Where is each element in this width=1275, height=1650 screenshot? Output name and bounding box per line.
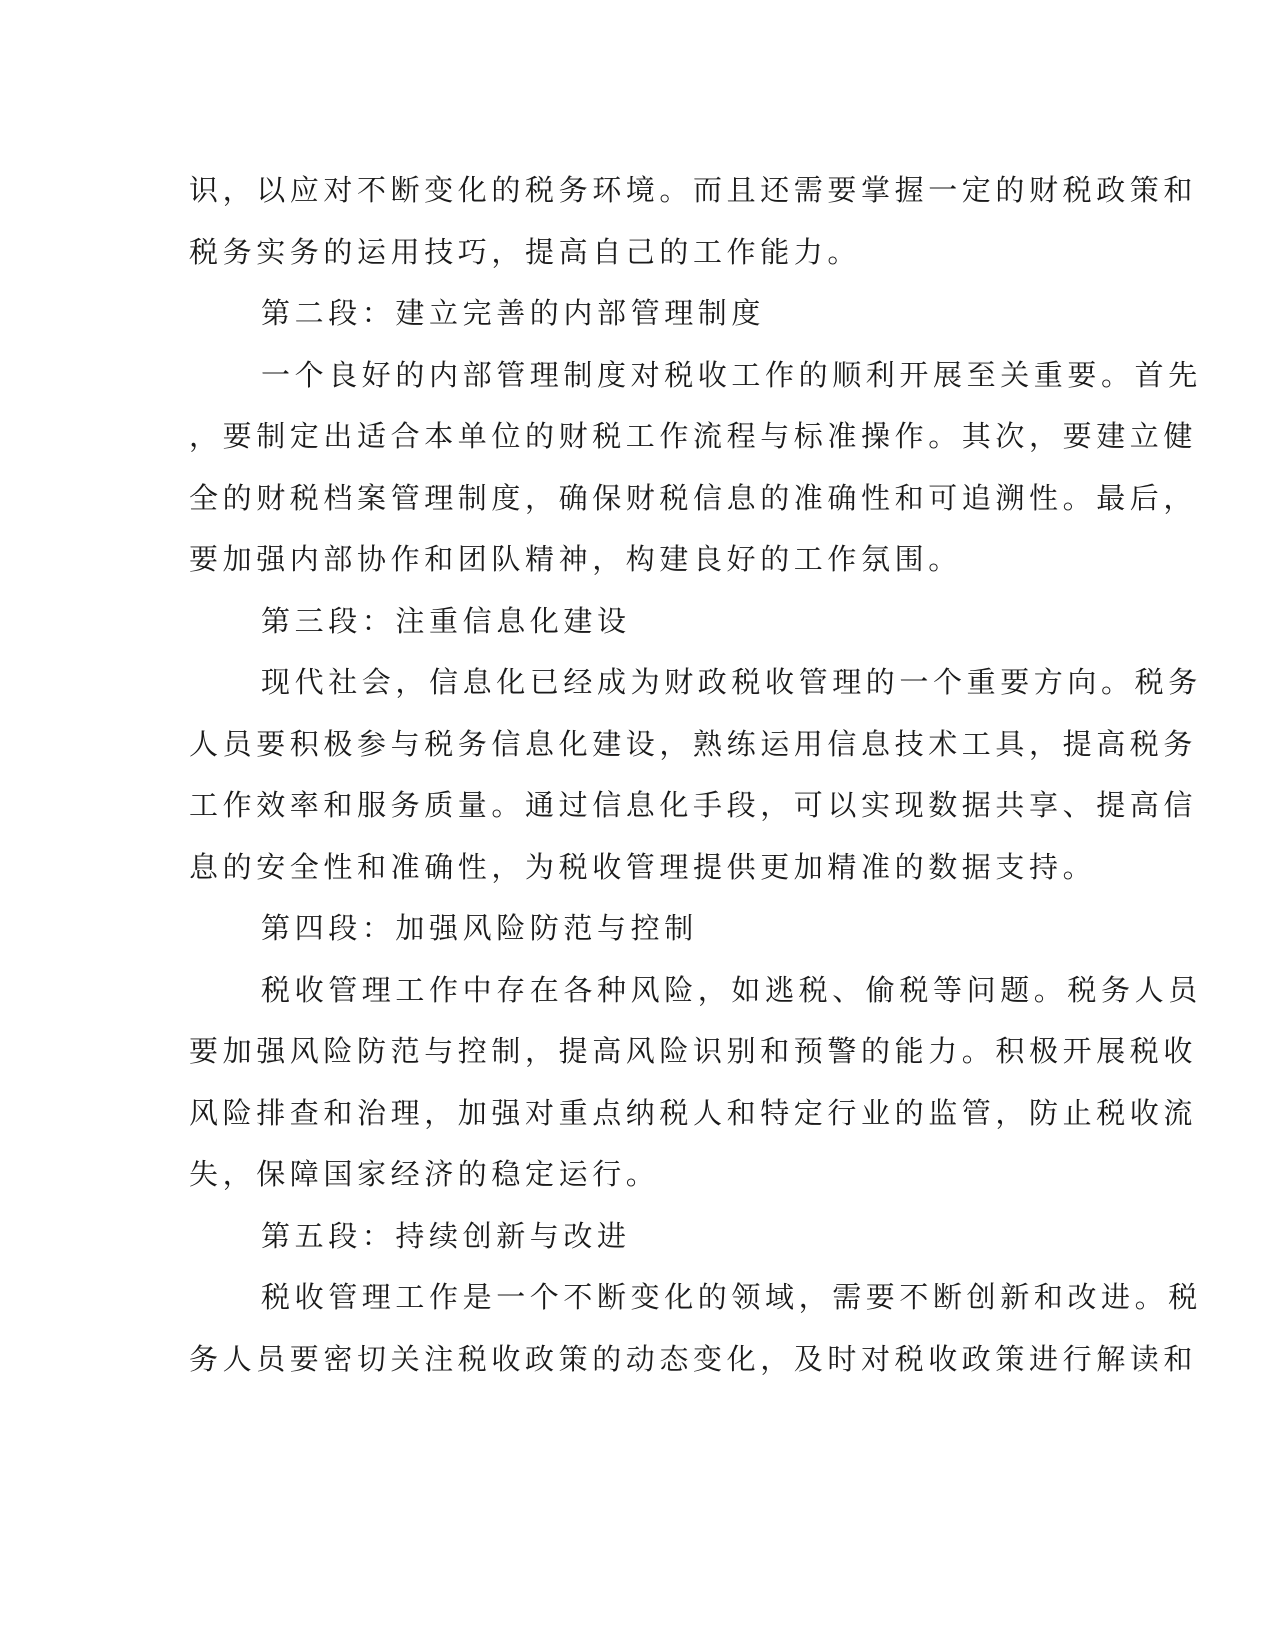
text-line: 要加强内部协作和团队精神，构建良好的工作氛围。: [189, 542, 962, 576]
text-line: 风险排查和治理，加强对重点纳税人和特定行业的监管，防止税收流: [189, 1095, 1198, 1130]
paragraph-first-line: 现代社会，信息化已经成为财政税收管理的一个重要方向。税务: [261, 665, 1202, 699]
document-body: [189, 160, 1202, 1390]
text-line: 工作效率和服务质量。通过信息化手段，可以实现数据共享、提高信: [189, 788, 1198, 822]
text-line: 人员要积极参与税务信息化建设，熟练运用信息技术工具，提高税务: [189, 726, 1198, 761]
text-line: 失，保障国家经济的稳定运行。: [189, 1157, 660, 1191]
paragraph-first-line: 税收管理工作中存在各种风险，如逃税、偷税等问题。税务人员: [261, 972, 1202, 1007]
section-heading: 第五段：持续创新与改进: [261, 1218, 631, 1253]
text-line: ，要制定出适合本单位的财税工作流程与标准操作。其次，要建立健: [189, 419, 1198, 453]
text-line: 全的财税档案管理制度，确保财税信息的准确性和可追溯性。最后，: [189, 480, 1198, 515]
section-heading: 第四段：加强风险防范与控制: [261, 911, 698, 945]
section-heading: 第三段：注重信息化建设: [261, 603, 631, 638]
text-line: 税务实务的运用技巧，提高自己的工作能力。: [189, 234, 862, 269]
text-line: 务人员要密切关注税收政策的动态变化，及时对税收政策进行解读和: [189, 1341, 1198, 1376]
text-line: 要加强风险防范与控制，提高风险识别和预警的能力。积极开展税收: [189, 1034, 1198, 1068]
paragraph-first-line: 一个良好的内部管理制度对税收工作的顺利开展至关重要。首先: [261, 357, 1202, 392]
text-line: 息的安全性和准确性，为税收管理提供更加精准的数据支持。: [189, 849, 1097, 884]
section-heading: 第二段：建立完善的内部管理制度: [261, 296, 766, 330]
text-line: 识，以应对不断变化的税务环境。而且还需要掌握一定的财税政策和: [189, 173, 1198, 207]
paragraph-first-line: 税收管理工作是一个不断变化的领域，需要不断创新和改进。税: [261, 1280, 1202, 1314]
